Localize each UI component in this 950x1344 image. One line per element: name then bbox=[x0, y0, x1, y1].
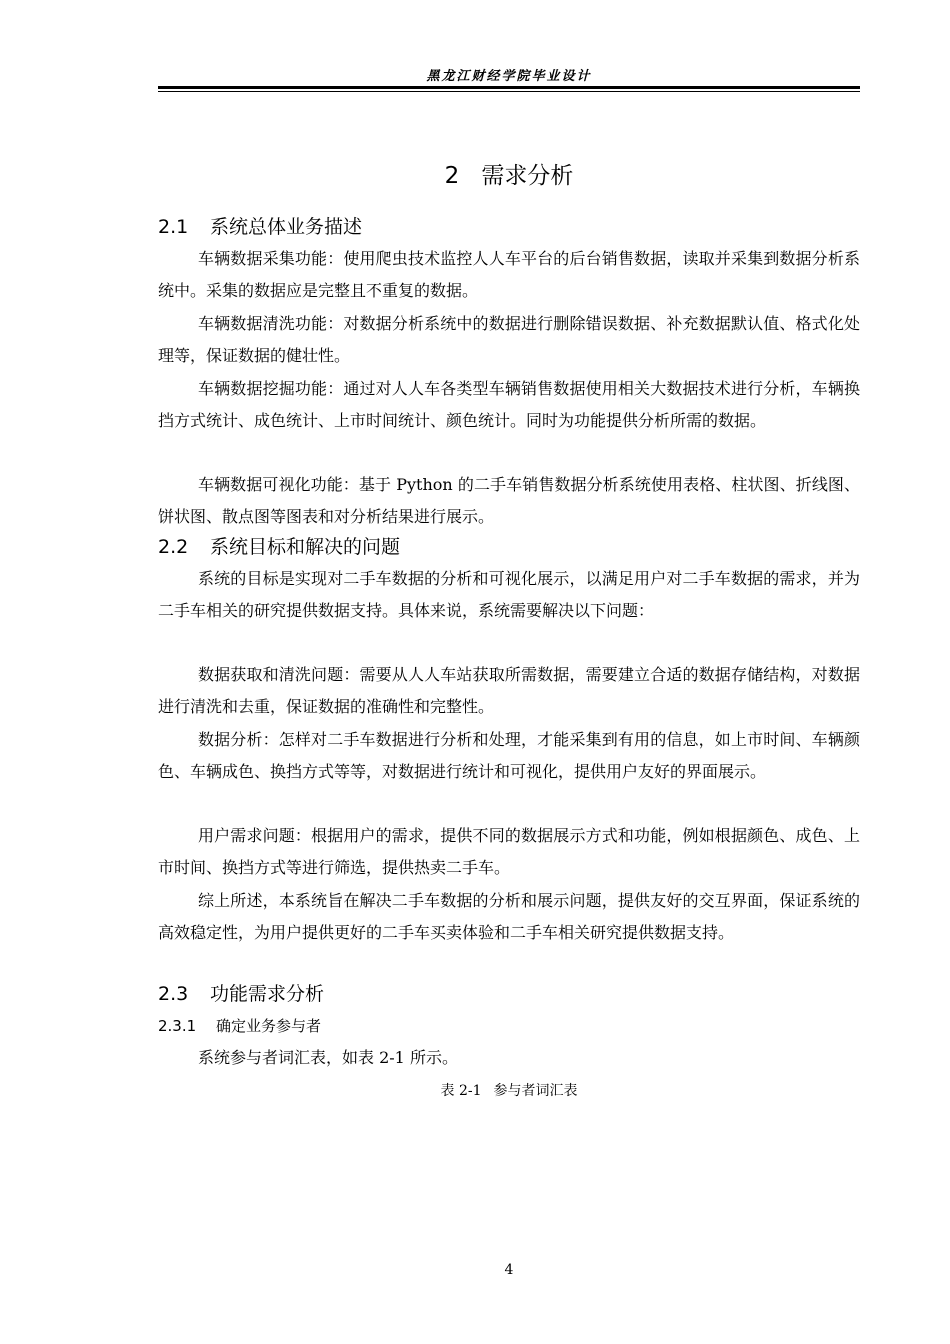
paragraph: 数据获取和清洗问题：需要从人人车站获取所需数据，需要建立合适的数据存储结构，对数据进行清洗和去重，保证数据的准确性和完整性。 bbox=[158, 665, 860, 716]
paragraph: 车辆数据可视化功能：基于 Python 的二手车销售数据分析系统使用表格、柱状图、折线图、饼状图、散点图等图表和对分析结果进行展示。 bbox=[158, 475, 860, 526]
section-heading-2-3: 2.3 功能需求分析 bbox=[158, 983, 325, 1005]
chapter-number: 2 bbox=[444, 163, 460, 189]
subsection-heading-2-3-1: 2.3.1 确定业务参与者 bbox=[158, 1017, 322, 1035]
paragraph: 车辆数据清洗功能：对数据分析系统中的数据进行删除错误数据、补充数据默认值、格式化处理等，保证数据的健壮性。 bbox=[158, 314, 860, 365]
paragraph: 系统参与者词汇表，如表 2-1 所示。 bbox=[198, 1048, 458, 1067]
paragraph: 数据分析：怎样对二手车数据进行分析和处理，才能采集到有用的信息，如上市时间、车辆颜色、车辆成色、换挡方式等等，对数据进行统计和可视化，提供用户友好的界面展示。 bbox=[158, 730, 860, 781]
section-heading-2-2: 2.2 系统目标和解决的问题 bbox=[158, 536, 401, 558]
table-caption: 表 2-1 参与者词汇表 bbox=[440, 1083, 578, 1099]
page-number: 4 bbox=[504, 1262, 514, 1278]
paragraph: 系统的目标是实现对二手车数据的分析和可视化展示，以满足用户对二手车数据的需求，并为二手车相关的研究提供数据支持。具体来说，系统需要解决以下问题： bbox=[158, 569, 860, 620]
section-heading-2-1: 2.1 系统总体业务描述 bbox=[158, 216, 363, 238]
running-header: 黑龙江财经学院毕业设计 bbox=[426, 69, 592, 84]
paragraph: 车辆数据采集功能：使用爬虫技术监控人人车平台的后台销售数据，读取并采集到数据分析系统中。采集的数据应是完整且不重复的数据。 bbox=[158, 249, 860, 300]
paragraph: 用户需求问题：根据用户的需求，提供不同的数据展示方式和功能，例如根据颜色、成色、上市时间、换挡方式等进行筛选，提供热卖二手车。 bbox=[158, 826, 860, 877]
paragraph: 综上所述，本系统旨在解决二手车数据的分析和展示问题，提供友好的交互界面，保证系统的高效稳定性，为用户提供更好的二手车买卖体验和二手车相关研究提供数据支持。 bbox=[158, 891, 860, 942]
header-rule-thin bbox=[158, 91, 860, 92]
paragraph: 车辆数据挖掘功能：通过对人人车各类型车辆销售数据使用相关大数据技术进行分析，车辆换挡方式统计、成色统计、上市时间统计、颜色统计。同时为功能提供分析所需的数据。 bbox=[158, 379, 860, 430]
chapter-title-text: 需求分析 bbox=[481, 163, 574, 189]
chapter-title bbox=[158, 157, 860, 190]
header-rule-thick bbox=[158, 86, 860, 89]
